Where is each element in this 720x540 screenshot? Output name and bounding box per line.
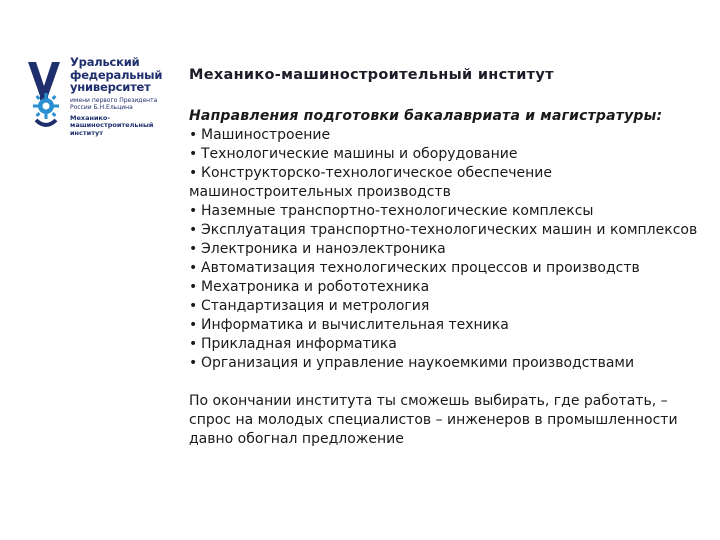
page-title: Механико-машиностроительный институт — [189, 67, 554, 83]
list-item: • Автоматизация технологических процессов и производств — [189, 260, 640, 276]
main-content — [189, 107, 704, 449]
institute-label: Механико- машиностроительный институт — [70, 113, 154, 137]
list-item: • Организация и управление наукоемкими производствами — [189, 355, 635, 371]
bullet-icon: • — [189, 241, 198, 257]
bullet-icon: • — [189, 146, 198, 162]
university-subtitle: имени первого Президента России Б.Н.Ельцина — [70, 96, 158, 111]
list-item: • Информатика и вычислительная техника — [189, 317, 509, 333]
list-item: • Мехатроника и робототехника — [189, 279, 430, 295]
university-name: Уральский федеральный университет — [70, 55, 163, 94]
bullet-icon: • — [189, 127, 198, 143]
list-item: • Прикладная информатика — [189, 336, 397, 352]
university-logo-icon — [22, 56, 70, 132]
closing-note: По окончании института ты сможешь выбирать, где работать, – спрос на молодых специалистов – инженеров в промышленности давно обогнал предложение — [189, 393, 678, 447]
directions-list — [189, 126, 704, 373]
bullet-icon: • — [189, 336, 198, 352]
bullet-icon: • — [189, 298, 198, 314]
list-item: • Стандартизация и метрология — [189, 298, 430, 314]
list-item: • Конструкторско-технологическое обеспечение машиностроительных производств — [189, 165, 552, 200]
directions-heading: Направления подготовки бакалавриата и магистратуры: — [189, 108, 663, 124]
list-item: • Машиностроение — [189, 127, 331, 143]
bullet-icon: • — [189, 279, 198, 295]
list-item: • Технологические машины и оборудование — [189, 146, 518, 162]
bullet-icon: • — [189, 317, 198, 333]
bullet-icon: • — [189, 260, 198, 276]
logo-text — [70, 56, 174, 137]
logo — [22, 56, 172, 156]
bullet-icon: • — [189, 355, 198, 371]
bullet-icon: • — [189, 222, 198, 238]
list-item: • Эксплуатация транспортно-технологических машин и комплексов — [189, 222, 698, 238]
list-item: • Электроника и наноэлектроника — [189, 241, 446, 257]
bullet-icon: • — [189, 165, 198, 181]
bullet-icon: • — [189, 203, 198, 219]
list-item: • Наземные транспортно-технологические комплексы — [189, 203, 594, 219]
